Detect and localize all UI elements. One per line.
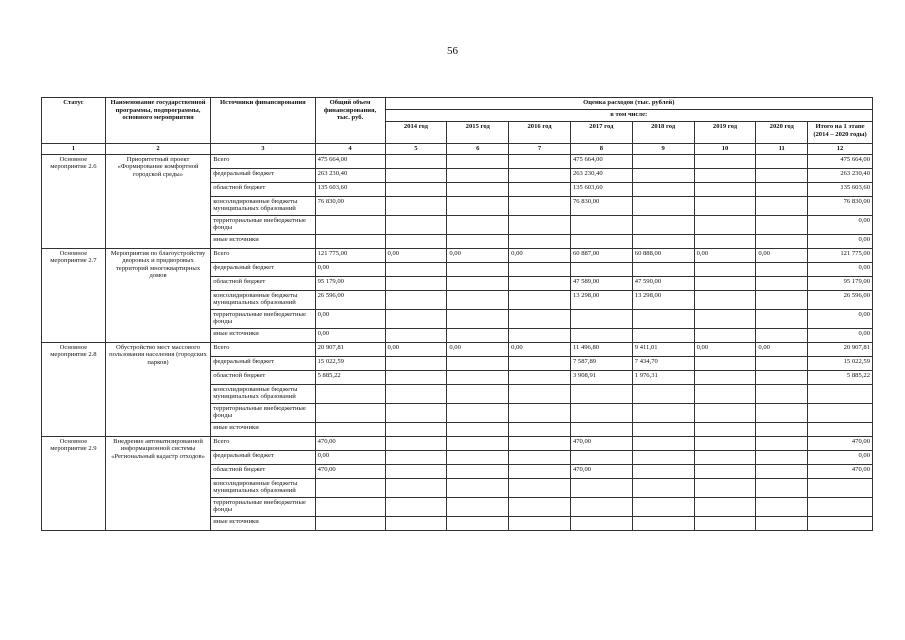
year-amount-cell — [632, 215, 694, 234]
year-amount-cell — [570, 403, 632, 422]
activity-name: Обустройство мест массового пользования населения (городских парков) — [105, 342, 210, 436]
year-amount-cell — [632, 422, 694, 436]
total-amount-cell — [315, 403, 385, 422]
funding-source-label: иные источники — [211, 234, 315, 248]
year-amount-cell — [570, 516, 632, 530]
year-amount-cell: 60 887,00 — [570, 248, 632, 262]
header-year: 2020 год — [756, 122, 808, 144]
year-amount-cell — [694, 234, 756, 248]
stage-total-cell: 121 775,00 — [808, 248, 873, 262]
total-amount-cell: 15 022,59 — [315, 356, 385, 370]
year-amount-cell — [570, 384, 632, 403]
stage-total-cell — [808, 422, 873, 436]
funding-source-label: Всего — [211, 436, 315, 450]
funding-source-label: Всего — [211, 154, 315, 168]
year-amount-cell — [694, 436, 756, 450]
year-amount-cell: 0,00 — [385, 248, 447, 262]
column-number: 4 — [315, 144, 385, 155]
year-amount-cell: 1 976,31 — [632, 370, 694, 384]
year-amount-cell — [447, 422, 509, 436]
stage-total-cell: 0,00 — [808, 215, 873, 234]
year-amount-cell — [447, 168, 509, 182]
year-amount-cell — [385, 290, 447, 309]
year-amount-cell — [694, 497, 756, 516]
funding-source-label: областной бюджет — [211, 276, 315, 290]
year-amount-cell — [509, 516, 571, 530]
header-name: Наименование государственной программы, подпрограммы, основного мероприятия — [105, 98, 210, 144]
activity-status: Основное мероприятие 2.8 — [42, 342, 106, 436]
header-year: 2014 год — [385, 122, 447, 144]
year-amount-cell — [509, 290, 571, 309]
stage-total-cell — [808, 478, 873, 497]
stage-total-cell: 26 596,00 — [808, 290, 873, 309]
year-amount-cell — [632, 516, 694, 530]
year-amount-cell — [756, 356, 808, 370]
year-amount-cell — [509, 403, 571, 422]
year-amount-cell — [385, 234, 447, 248]
year-amount-cell — [509, 436, 571, 450]
column-number-row — [42, 144, 873, 155]
year-amount-cell — [694, 356, 756, 370]
year-amount-cell — [756, 422, 808, 436]
year-amount-cell — [509, 478, 571, 497]
year-amount-cell — [756, 234, 808, 248]
header-total: Общий объем финансирования, тыс. руб. — [315, 98, 385, 144]
year-amount-cell — [756, 497, 808, 516]
header-year: 2015 год — [447, 122, 509, 144]
year-amount-cell — [694, 182, 756, 196]
total-amount-cell: 5 885,22 — [315, 370, 385, 384]
total-amount-cell: 76 830,00 — [315, 196, 385, 215]
year-amount-cell — [509, 450, 571, 464]
year-amount-cell: 13 298,00 — [632, 290, 694, 309]
year-amount-cell — [632, 309, 694, 328]
year-amount-cell — [694, 262, 756, 276]
year-amount-cell — [694, 276, 756, 290]
year-amount-cell — [385, 215, 447, 234]
year-amount-cell — [447, 309, 509, 328]
stage-total-cell — [808, 403, 873, 422]
year-amount-cell — [447, 290, 509, 309]
year-amount-cell — [447, 182, 509, 196]
year-amount-cell — [570, 478, 632, 497]
year-amount-cell — [447, 478, 509, 497]
year-amount-cell — [694, 384, 756, 403]
year-amount-cell: 135 603,60 — [570, 182, 632, 196]
year-amount-cell: 475 664,00 — [570, 154, 632, 168]
year-amount-cell — [509, 234, 571, 248]
year-amount-cell — [447, 436, 509, 450]
table-row — [42, 248, 873, 262]
year-amount-cell: 0,00 — [509, 248, 571, 262]
total-amount-cell: 121 775,00 — [315, 248, 385, 262]
year-amount-cell: 7 587,89 — [570, 356, 632, 370]
year-amount-cell — [570, 422, 632, 436]
activity-name: Внедрение автоматизированной информационной системы «Региональный кадастр отходов» — [105, 436, 210, 530]
total-amount-cell: 263 230,40 — [315, 168, 385, 182]
year-amount-cell — [447, 196, 509, 215]
year-amount-cell — [694, 290, 756, 309]
total-amount-cell — [315, 422, 385, 436]
year-amount-cell — [756, 328, 808, 342]
year-amount-cell — [385, 422, 447, 436]
year-amount-cell — [447, 276, 509, 290]
year-amount-cell — [447, 370, 509, 384]
funding-source-label: территориальные внебюджетные фонды — [211, 497, 315, 516]
year-amount-cell — [756, 436, 808, 450]
stage-total-cell: 76 830,00 — [808, 196, 873, 215]
table-row — [42, 154, 873, 168]
year-amount-cell: 9 411,01 — [632, 342, 694, 356]
year-amount-cell: 470,00 — [570, 464, 632, 478]
year-amount-cell — [632, 436, 694, 450]
stage-total-cell: 135 603,60 — [808, 182, 873, 196]
total-amount-cell: 95 179,00 — [315, 276, 385, 290]
stage-total-cell: 263 230,40 — [808, 168, 873, 182]
year-amount-cell: 13 298,00 — [570, 290, 632, 309]
year-amount-cell — [509, 262, 571, 276]
stage-total-cell: 0,00 — [808, 309, 873, 328]
total-amount-cell — [315, 497, 385, 516]
funding-source-label: консолидированные бюджеты муниципальных образований — [211, 290, 315, 309]
year-amount-cell — [447, 356, 509, 370]
activity-name: Приоритетный проект «Формирование комфортной городской среды» — [105, 154, 210, 248]
year-amount-cell — [570, 262, 632, 276]
year-amount-cell — [509, 384, 571, 403]
year-amount-cell — [385, 464, 447, 478]
funding-source-label: консолидированные бюджеты муниципальных образований — [211, 478, 315, 497]
header-stage-total: Итого на 1 этапе (2014 – 2020 годы) — [808, 122, 873, 144]
year-amount-cell — [756, 168, 808, 182]
total-amount-cell: 470,00 — [315, 464, 385, 478]
column-number: 6 — [447, 144, 509, 155]
stage-total-cell: 470,00 — [808, 436, 873, 450]
year-amount-cell — [385, 370, 447, 384]
year-amount-cell — [694, 422, 756, 436]
year-amount-cell — [385, 478, 447, 497]
year-amount-cell — [756, 464, 808, 478]
column-number: 2 — [105, 144, 210, 155]
stage-total-cell: 0,00 — [808, 234, 873, 248]
year-amount-cell — [385, 309, 447, 328]
stage-total-cell: 0,00 — [808, 328, 873, 342]
column-number: 8 — [570, 144, 632, 155]
year-amount-cell — [570, 309, 632, 328]
year-amount-cell — [509, 497, 571, 516]
column-number: 12 — [808, 144, 873, 155]
funding-source-label: областной бюджет — [211, 464, 315, 478]
total-amount-cell — [315, 384, 385, 403]
funding-source-label: иные источники — [211, 328, 315, 342]
header-status: Статус — [42, 98, 106, 144]
year-amount-cell: 76 830,00 — [570, 196, 632, 215]
year-amount-cell — [756, 262, 808, 276]
year-amount-cell — [385, 403, 447, 422]
year-amount-cell — [756, 182, 808, 196]
stage-total-cell: 470,00 — [808, 464, 873, 478]
activity-status: Основное мероприятие 2.9 — [42, 436, 106, 530]
total-amount-cell: 470,00 — [315, 436, 385, 450]
year-amount-cell — [632, 154, 694, 168]
year-amount-cell — [509, 422, 571, 436]
activity-name: Мероприятия по благоустройству дворовых и придворовых территорий многоквартирных домов — [105, 248, 210, 342]
year-amount-cell — [632, 497, 694, 516]
year-amount-cell — [570, 450, 632, 464]
year-amount-cell — [694, 309, 756, 328]
activity-status: Основное мероприятие 2.7 — [42, 248, 106, 342]
funding-source-label: территориальные внебюджетные фонды — [211, 309, 315, 328]
year-amount-cell — [694, 478, 756, 497]
year-amount-cell — [694, 516, 756, 530]
funding-source-label: Всего — [211, 342, 315, 356]
year-amount-cell — [756, 516, 808, 530]
funding-source-label: консолидированные бюджеты муниципальных образований — [211, 196, 315, 215]
year-amount-cell: 47 589,00 — [570, 276, 632, 290]
total-amount-cell: 20 907,81 — [315, 342, 385, 356]
year-amount-cell — [694, 328, 756, 342]
year-amount-cell — [756, 309, 808, 328]
year-amount-cell: 47 590,00 — [632, 276, 694, 290]
total-amount-cell: 0,00 — [315, 328, 385, 342]
funding-source-label: Всего — [211, 248, 315, 262]
total-amount-cell: 475 664,00 — [315, 154, 385, 168]
funding-source-label: федеральный бюджет — [211, 262, 315, 276]
year-amount-cell — [756, 403, 808, 422]
year-amount-cell — [632, 478, 694, 497]
year-amount-cell — [385, 356, 447, 370]
year-amount-cell — [447, 403, 509, 422]
stage-total-cell — [808, 384, 873, 403]
year-amount-cell — [756, 478, 808, 497]
stage-total-cell: 0,00 — [808, 262, 873, 276]
year-amount-cell — [447, 450, 509, 464]
year-amount-cell — [385, 182, 447, 196]
stage-total-cell — [808, 516, 873, 530]
year-amount-cell: 7 434,70 — [632, 356, 694, 370]
column-number: 5 — [385, 144, 447, 155]
page-number: 56 — [447, 45, 458, 57]
year-amount-cell — [447, 497, 509, 516]
year-amount-cell — [756, 450, 808, 464]
budget-table — [41, 97, 873, 531]
year-amount-cell — [694, 370, 756, 384]
year-amount-cell: 60 888,00 — [632, 248, 694, 262]
funding-source-label: федеральный бюджет — [211, 356, 315, 370]
year-amount-cell — [694, 154, 756, 168]
year-amount-cell — [756, 290, 808, 309]
year-amount-cell — [447, 328, 509, 342]
year-amount-cell: 3 908,91 — [570, 370, 632, 384]
year-amount-cell — [694, 450, 756, 464]
year-amount-cell — [447, 262, 509, 276]
year-amount-cell — [447, 215, 509, 234]
year-amount-cell — [509, 356, 571, 370]
stage-total-cell — [808, 497, 873, 516]
funding-source-label: областной бюджет — [211, 370, 315, 384]
year-amount-cell — [756, 370, 808, 384]
column-number: 3 — [211, 144, 315, 155]
year-amount-cell — [385, 168, 447, 182]
header-year: 2018 год — [632, 122, 694, 144]
year-amount-cell — [632, 262, 694, 276]
stage-total-cell: 15 022,59 — [808, 356, 873, 370]
funding-source-label: иные источники — [211, 516, 315, 530]
funding-source-label: федеральный бюджет — [211, 450, 315, 464]
table-body — [42, 154, 873, 530]
stage-total-cell: 95 179,00 — [808, 276, 873, 290]
year-amount-cell — [570, 497, 632, 516]
year-amount-cell — [385, 436, 447, 450]
year-amount-cell — [570, 328, 632, 342]
stage-total-cell: 5 885,22 — [808, 370, 873, 384]
year-amount-cell: 0,00 — [385, 342, 447, 356]
total-amount-cell — [315, 516, 385, 530]
header-year: 2019 год — [694, 122, 756, 144]
table-row — [42, 342, 873, 356]
total-amount-cell — [315, 215, 385, 234]
year-amount-cell — [509, 464, 571, 478]
year-amount-cell — [385, 516, 447, 530]
year-amount-cell — [756, 154, 808, 168]
header-year: 2017 год — [570, 122, 632, 144]
year-amount-cell — [509, 370, 571, 384]
total-amount-cell: 0,00 — [315, 262, 385, 276]
year-amount-cell — [509, 328, 571, 342]
header-including: в том числе: — [385, 110, 872, 122]
year-amount-cell — [632, 168, 694, 182]
year-amount-cell — [385, 154, 447, 168]
year-amount-cell — [509, 196, 571, 215]
column-number: 10 — [694, 144, 756, 155]
year-amount-cell: 0,00 — [694, 248, 756, 262]
total-amount-cell: 0,00 — [315, 450, 385, 464]
year-amount-cell: 0,00 — [447, 342, 509, 356]
total-amount-cell — [315, 478, 385, 497]
year-amount-cell — [509, 154, 571, 168]
year-amount-cell — [509, 215, 571, 234]
year-amount-cell — [509, 309, 571, 328]
stage-total-cell: 20 907,81 — [808, 342, 873, 356]
year-amount-cell — [509, 168, 571, 182]
year-amount-cell — [694, 464, 756, 478]
year-amount-cell — [385, 276, 447, 290]
year-amount-cell — [447, 234, 509, 248]
year-amount-cell — [570, 234, 632, 248]
year-amount-cell — [632, 403, 694, 422]
year-amount-cell: 0,00 — [509, 342, 571, 356]
total-amount-cell — [315, 234, 385, 248]
total-amount-cell: 0,00 — [315, 309, 385, 328]
year-amount-cell — [385, 196, 447, 215]
year-amount-cell — [756, 276, 808, 290]
year-amount-cell — [570, 215, 632, 234]
year-amount-cell — [509, 182, 571, 196]
column-number: 1 — [42, 144, 106, 155]
column-number: 11 — [756, 144, 808, 155]
year-amount-cell — [756, 215, 808, 234]
year-amount-cell — [385, 328, 447, 342]
year-amount-cell — [385, 384, 447, 403]
activity-status: Основное мероприятие 2.6 — [42, 154, 106, 248]
year-amount-cell — [447, 464, 509, 478]
funding-source-label: федеральный бюджет — [211, 168, 315, 182]
year-amount-cell — [632, 196, 694, 215]
year-amount-cell: 470,00 — [570, 436, 632, 450]
year-amount-cell — [385, 450, 447, 464]
year-amount-cell — [632, 328, 694, 342]
stage-total-cell: 0,00 — [808, 450, 873, 464]
total-amount-cell: 135 603,60 — [315, 182, 385, 196]
year-amount-cell — [447, 384, 509, 403]
funding-source-label: иные источники — [211, 422, 315, 436]
year-amount-cell — [756, 384, 808, 403]
year-amount-cell — [509, 276, 571, 290]
year-amount-cell — [694, 168, 756, 182]
year-amount-cell — [632, 234, 694, 248]
year-amount-cell — [632, 464, 694, 478]
year-amount-cell: 0,00 — [694, 342, 756, 356]
year-amount-cell — [756, 196, 808, 215]
column-number: 9 — [632, 144, 694, 155]
header-sources: Источники финансирования — [211, 98, 315, 144]
year-amount-cell: 0,00 — [447, 248, 509, 262]
funding-source-label: консолидированные бюджеты муниципальных образований — [211, 384, 315, 403]
total-amount-cell: 26 596,00 — [315, 290, 385, 309]
year-amount-cell — [447, 154, 509, 168]
header-estimate: Оценка расходов (тыс. рублей) — [385, 98, 872, 110]
funding-source-label: территориальные внебюджетные фонды — [211, 215, 315, 234]
stage-total-cell: 475 664,00 — [808, 154, 873, 168]
funding-source-label: областной бюджет — [211, 182, 315, 196]
year-amount-cell — [632, 384, 694, 403]
year-amount-cell: 0,00 — [756, 248, 808, 262]
year-amount-cell — [447, 516, 509, 530]
year-amount-cell: 0,00 — [756, 342, 808, 356]
year-amount-cell — [694, 215, 756, 234]
table-row — [42, 436, 873, 450]
year-amount-cell — [385, 262, 447, 276]
year-amount-cell: 11 496,80 — [570, 342, 632, 356]
year-amount-cell — [632, 182, 694, 196]
year-amount-cell — [694, 403, 756, 422]
header-year: 2016 год — [509, 122, 571, 144]
funding-source-label: территориальные внебюджетные фонды — [211, 403, 315, 422]
year-amount-cell: 263 230,40 — [570, 168, 632, 182]
year-amount-cell — [694, 196, 756, 215]
column-number: 7 — [509, 144, 571, 155]
year-amount-cell — [385, 497, 447, 516]
year-amount-cell — [632, 450, 694, 464]
